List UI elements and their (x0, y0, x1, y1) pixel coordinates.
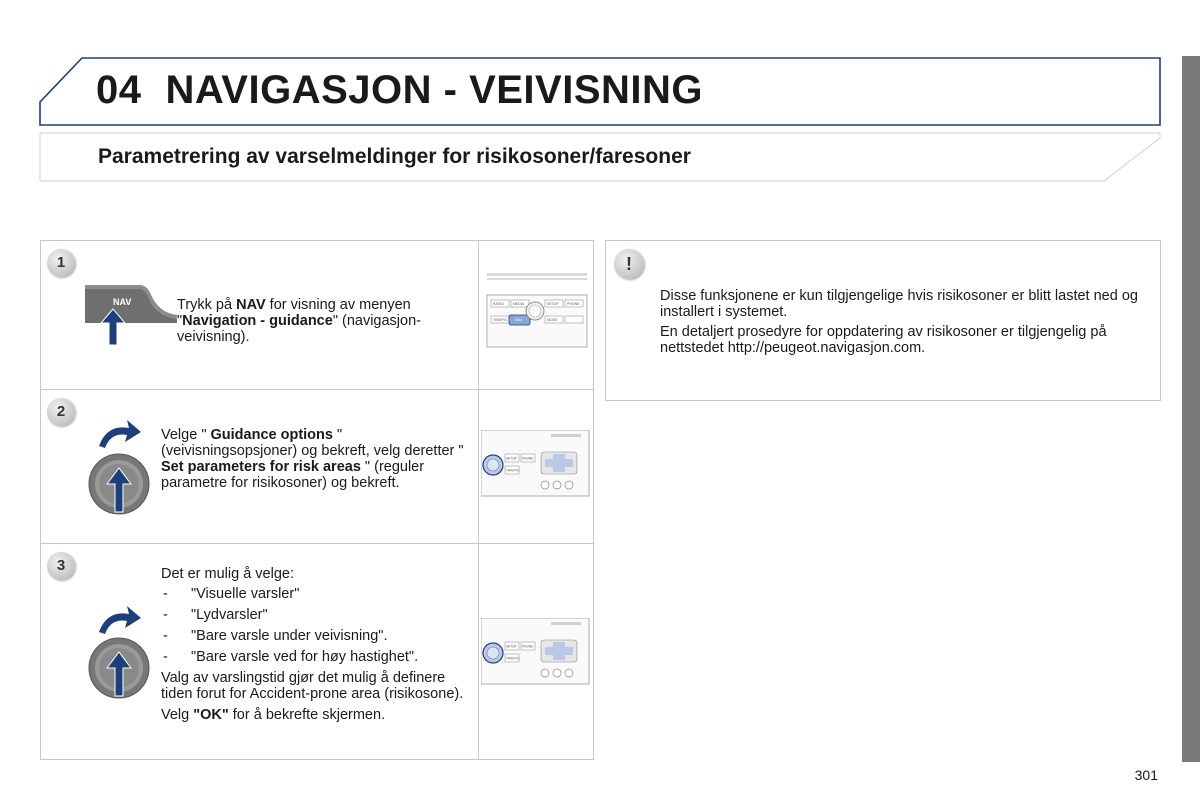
nav-key-label: NAV (113, 297, 132, 307)
section-title: Parametrering av varselmeldinger for risikosoner/faresoner (98, 145, 691, 168)
option-item: - "Visuelle varsler" (161, 584, 481, 605)
ok-instruction (161, 707, 481, 723)
chapter-title-text: NAVIGASJON - VEIVISNING (165, 68, 704, 112)
chapter-title (96, 68, 703, 113)
text-bold: Navigation - guidance (182, 313, 333, 329)
note-paragraph-2: En detaljert prosedyre for oppdatering av risikosoner er tilgjengelig på nettstedet http://peugeot.navigasjon.com. (660, 324, 1107, 356)
panel-button-label: PHONE (522, 644, 534, 649)
step-number-badge: 3 (47, 552, 75, 580)
text-part: " (reguler parametre for risikosoner) og bekreft. (161, 459, 425, 491)
radio-panel-image (485, 273, 589, 351)
text-part: Velg (161, 707, 194, 723)
step-2-image-cell (478, 390, 593, 543)
rotary-knob-icon (85, 418, 155, 516)
text-bold: "OK" (193, 707, 229, 723)
option-item: - "Bare varsle ved for høy hastighet". (161, 647, 481, 668)
page-number: 301 (1134, 767, 1158, 783)
alert-time-paragraph: Valg av varslingstid gjør det mulig å definere tiden forut for Accident-prone area (risikosone). (161, 670, 464, 702)
panel-button-label: SETUP (506, 644, 517, 649)
warning-icon: ! (614, 249, 644, 279)
step-1-box (40, 240, 594, 390)
step-1-text (177, 297, 477, 345)
panel-button-label: RADIO (493, 302, 505, 306)
step-2-box (40, 389, 594, 544)
text-bold: Set parameters for risk areas (161, 459, 361, 475)
nav-button-icon (81, 279, 181, 351)
text-part: " (navigasjon-veivisning). (177, 313, 421, 345)
option-item: - "Bare varsle under veivisning". (161, 626, 481, 647)
text-part: Velge " (161, 427, 211, 443)
panel-button-label: PHONE (522, 456, 534, 461)
options-list (161, 584, 481, 668)
step-1-image-cell (478, 241, 593, 389)
panel-button-label: PHONE (567, 302, 580, 306)
text-part: " (veivisningsopsjoner) og bekreft, velg deretter " (161, 427, 464, 459)
step-2-text (161, 427, 471, 491)
radio-panel-image (481, 430, 591, 500)
rotary-knob-icon (85, 604, 155, 702)
note-paragraph-1: Disse funksjonene er kun tilgjengelige hvis risikosoner er blitt lastet ned og installert i systemet. (660, 288, 1138, 320)
option-item: - "Lydvarsler" (161, 605, 481, 626)
panel-button-label: SETUP (506, 456, 517, 461)
text-part: for å bekrefte skjermen. (228, 707, 386, 723)
radio-panel-image (481, 618, 591, 688)
note-text (660, 288, 1150, 356)
panel-button-label: TRAFFIC (506, 656, 520, 661)
text-part: for visning av menyen " (177, 297, 411, 329)
step-number-badge: 1 (47, 249, 75, 277)
step-3-text (161, 566, 481, 723)
panel-button-label: MODE (547, 318, 558, 322)
panel-button-label: NAV (515, 318, 522, 322)
panel-button-label: TRAFFIC (493, 318, 508, 322)
panel-button-label: SETUP (547, 302, 559, 306)
step-3-image-cell (478, 544, 593, 759)
step-number-badge: 2 (47, 398, 75, 426)
side-tab-bar (1182, 56, 1200, 762)
note-box (605, 240, 1161, 401)
panel-button-label: MEDIA (513, 302, 525, 306)
step-3-box (40, 543, 594, 760)
text-bold: NAV (236, 297, 266, 313)
text-part: Trykk på (177, 297, 237, 313)
chapter-number: 04 (96, 68, 142, 112)
text-bold: Guidance options (210, 427, 333, 443)
step-3-intro: Det er mulig å velge: (161, 566, 294, 582)
panel-button-label: TRAFFIC (506, 468, 520, 473)
